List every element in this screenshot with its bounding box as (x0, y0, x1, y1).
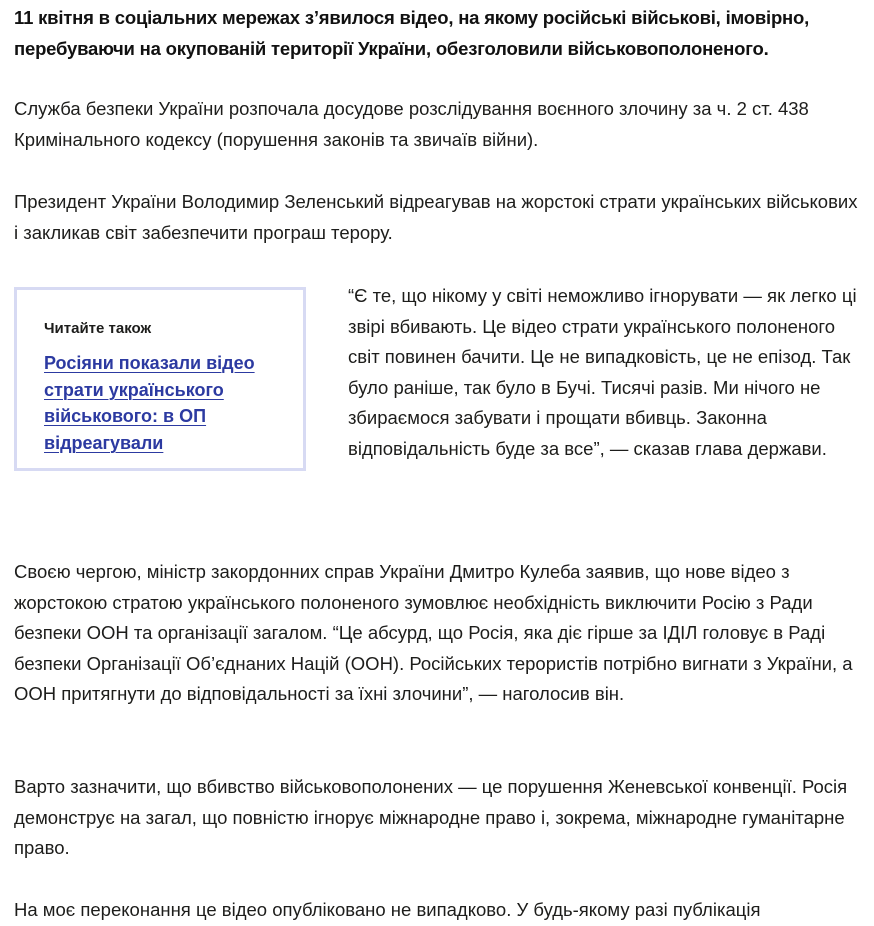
article-paragraph: Служба безпеки України розпочала досудове розслідування воєнного злочину за ч. 2 ст. 438 Кримінального кодексу (порушення законів та звичаїв війни). (14, 98, 809, 150)
quote-section (14, 281, 860, 479)
article-lead-paragraph: 11 квітня в соціальних мережах з’явилося відео, на якому російські військові, імовірно, перебуваючи на окупованій території України, обезголовили військовополоненого. (14, 7, 810, 59)
article-paragraph: Своєю чергою, міністр закордонних справ України Дмитро Кулеба заявив, що нове відео з жорстокою стратою українського полоненого зумовлює необхідність виключити Росію з Ради безпеки ООН та організації загалом. “Це абсурд, що Росія, яка діє гірше за ІДІЛ головує в Раді безпеки Організації Об’єднаних Націй (ООН). Російських терористів потрібно вигнати з України, а ООН притягнути до відповідальності за їхні злочини”, — наголосив він. (14, 561, 853, 704)
article-paragraph: Президент України Володимир Зеленський відреагував на жорстокі страти українських військових і закликав світ забезпечити програш терору. (14, 191, 858, 243)
zelensky-quote-paragraph: “Є те, що нікому у світі неможливо ігнорувати — як легко ці звірі вбивають. Це відео страти українського полоненого світ повинен бачити. Це не випадковість, це не епізод. Так було раніше, так було в Бучі. Тисячі разів. Ми нічого не збираємося забувати і прощати вбивць. Законна відповідальність буде за все”, — сказав глава держави. (348, 285, 857, 459)
read-also-heading: Читайте також (44, 320, 152, 337)
read-also-link[interactable]: Росіяни показали відео страти українського військового: в ОП відреагували (44, 353, 255, 453)
article-paragraph: На моє переконання це відео опубліковано не випадково. У будь-якому разі публікація (14, 899, 761, 920)
read-also-box (14, 287, 306, 471)
article-paragraph: Варто зазначити, що вбивство військовополонених — це порушення Женевської конвенції. Росія демонструє на загал, що повністю ігнорує міжнародне право і, зокрема, міжнародне гуманітарне право. (14, 776, 848, 858)
